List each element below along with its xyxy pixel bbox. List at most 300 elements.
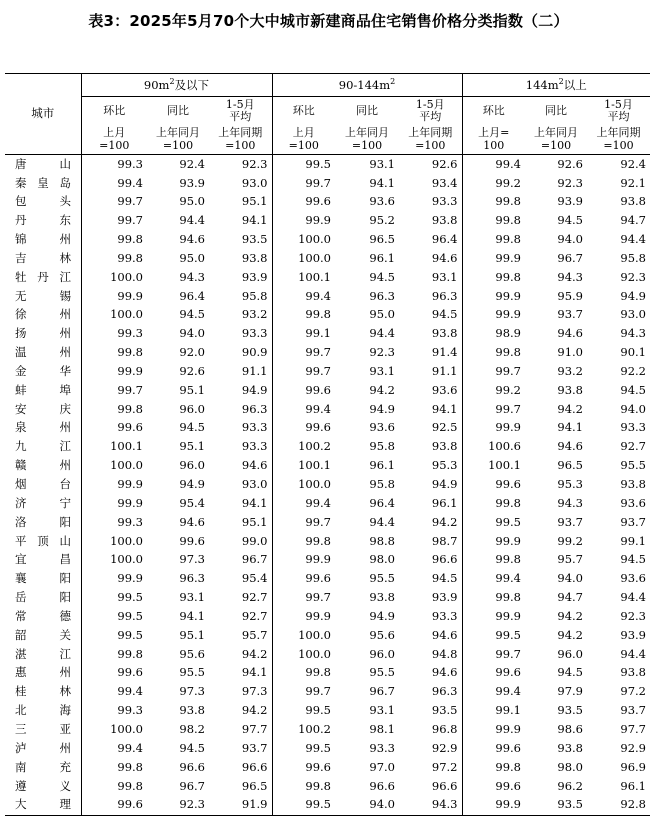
index-value: 100.1	[488, 458, 521, 473]
index-value: 99.9	[305, 608, 331, 623]
table-row	[5, 494, 650, 513]
index-value: 99.6	[495, 477, 521, 492]
city-name	[5, 513, 81, 532]
index-value: 93.2	[557, 363, 583, 378]
table-row	[5, 758, 650, 777]
index-value: 99.5	[305, 797, 331, 812]
index-value: 94.3	[179, 269, 205, 284]
table-row	[5, 796, 650, 815]
index-value: 93.2	[209, 306, 272, 325]
index-value: 95.1	[179, 627, 205, 642]
price-index-table	[5, 73, 650, 816]
index-value: 98.7	[399, 532, 462, 551]
index-value: 93.6	[620, 495, 646, 510]
index-value: 96.4	[369, 495, 395, 510]
index-value: 99.0	[209, 532, 272, 551]
index-value: 99.9	[495, 307, 521, 322]
index-value: 99.1	[620, 533, 646, 548]
index-value: 99.3	[117, 514, 143, 529]
index-value: 93.9	[179, 175, 205, 190]
index-value: 99.2	[495, 382, 521, 397]
index-value: 100.2	[298, 439, 331, 454]
index-value: 99.7	[495, 401, 521, 416]
index-value: 94.4	[620, 646, 646, 661]
index-value: 94.2	[209, 701, 272, 720]
index-value: 94.1	[369, 175, 395, 190]
index-value: 97.7	[620, 721, 646, 736]
city-name-text: 洛 阳	[15, 514, 71, 529]
city-name-text: 九 江	[15, 439, 71, 454]
index-value: 94.1	[209, 664, 272, 683]
index-value: 99.6	[305, 382, 331, 397]
city-name	[5, 626, 81, 645]
city-name	[5, 683, 81, 702]
index-value: 99.5	[495, 514, 521, 529]
index-value: 93.6	[369, 420, 395, 435]
index-value: 91.1	[209, 362, 272, 381]
city-name-text: 韶 关	[15, 627, 71, 642]
index-value: 95.3	[557, 477, 583, 492]
index-value: 94.3	[557, 495, 583, 510]
index-value: 93.7	[620, 703, 646, 718]
index-value: 100.0	[298, 232, 331, 247]
city-name-text: 宜 昌	[15, 552, 71, 567]
index-value: 93.6	[399, 381, 462, 400]
index-value: 99.6	[495, 740, 521, 755]
index-value: 95.5	[179, 665, 205, 680]
table-row	[5, 381, 650, 400]
index-value: 94.2	[209, 645, 272, 664]
index-value: 94.0	[179, 326, 205, 341]
city-name	[5, 419, 81, 438]
index-value: 95.5	[620, 458, 646, 473]
index-value: 97.2	[620, 684, 646, 699]
index-value: 92.0	[179, 345, 205, 360]
subheader-1-1: 环比	[103, 103, 126, 117]
index-value: 96.8	[399, 720, 462, 739]
index-value: 96.1	[369, 250, 395, 265]
index-value: 94.4	[179, 213, 205, 228]
city-name	[5, 475, 81, 494]
index-value: 96.1	[620, 778, 646, 793]
index-value: 99.9	[495, 288, 521, 303]
index-value: 99.9	[117, 363, 143, 378]
index-value: 92.3	[620, 608, 646, 623]
index-value: 90.1	[620, 345, 646, 360]
index-value: 93.3	[620, 420, 646, 435]
index-value: 99.6	[117, 420, 143, 435]
index-value: 99.4	[305, 495, 331, 510]
table-row	[5, 513, 650, 532]
index-value: 99.4	[305, 288, 331, 303]
city-name	[5, 362, 81, 381]
table-row	[5, 588, 650, 607]
subheader-3-3: 1-5月 平均	[604, 97, 633, 123]
index-value: 99.8	[117, 778, 143, 793]
index-value: 99.8	[495, 269, 521, 284]
index-value: 99.4	[495, 684, 521, 699]
index-value: 94.0	[557, 571, 583, 586]
index-value: 92.7	[209, 588, 272, 607]
index-value: 100.0	[298, 646, 331, 661]
index-value: 94.1	[209, 212, 272, 231]
index-value: 99.8	[305, 307, 331, 322]
index-value: 95.0	[179, 250, 205, 265]
city-name-text: 徐 州	[15, 307, 71, 322]
index-value: 93.9	[399, 588, 462, 607]
index-value: 96.3	[399, 683, 462, 702]
index-value: 99.7	[117, 382, 143, 397]
index-value: 100.0	[110, 552, 143, 567]
table-row	[5, 306, 650, 325]
index-value: 95.7	[557, 552, 583, 567]
table-row	[5, 193, 650, 212]
base-header-1-2: 上年同月 =100	[147, 124, 209, 155]
index-value: 93.8	[399, 325, 462, 344]
table-row	[5, 287, 650, 306]
index-value: 92.4	[620, 156, 646, 171]
city-name	[5, 777, 81, 796]
index-value: 99.4	[117, 684, 143, 699]
index-value: 96.6	[179, 759, 205, 774]
index-value: 96.1	[369, 458, 395, 473]
city-name-text: 常 德	[15, 608, 71, 623]
index-value: 99.8	[495, 495, 521, 510]
index-value: 100.0	[298, 477, 331, 492]
index-value: 92.3	[179, 797, 205, 812]
city-name	[5, 306, 81, 325]
city-name-text: 桂 林	[15, 684, 71, 699]
city-name-text: 扬 州	[15, 326, 71, 341]
city-name	[5, 701, 81, 720]
index-value: 93.8	[557, 740, 583, 755]
index-value: 92.2	[620, 363, 646, 378]
index-value: 95.0	[179, 194, 205, 209]
index-value: 100.0	[110, 269, 143, 284]
index-value: 93.0	[620, 307, 646, 322]
table-row	[5, 683, 650, 702]
index-value: 96.3	[209, 400, 272, 419]
index-value: 99.9	[495, 250, 521, 265]
table-title: 表3：2025年5月70个大中城市新建商品住宅销售价格分类指数（二）	[88, 12, 569, 30]
index-value: 94.6	[179, 514, 205, 529]
index-value: 93.3	[209, 419, 272, 438]
index-value: 91.0	[557, 345, 583, 360]
index-value: 99.7	[495, 646, 521, 661]
index-value: 94.6	[557, 439, 583, 454]
subheader-1-2: 同比	[167, 103, 189, 117]
city-name	[5, 551, 81, 570]
index-value: 96.0	[557, 646, 583, 661]
index-value: 93.3	[369, 740, 395, 755]
subheader-2-3: 1-5月 平均	[399, 97, 462, 125]
city-name	[5, 155, 81, 174]
index-value: 93.9	[209, 268, 272, 287]
index-value: 95.1	[209, 193, 272, 212]
table-row	[5, 419, 650, 438]
city-name	[5, 268, 81, 287]
table-row	[5, 249, 650, 268]
index-value: 94.2	[369, 382, 395, 397]
table-row	[5, 268, 650, 287]
city-name	[5, 664, 81, 683]
index-value: 92.6	[179, 363, 205, 378]
index-value: 94.6	[399, 626, 462, 645]
index-value: 96.3	[399, 287, 462, 306]
index-value: 93.1	[399, 268, 462, 287]
index-value: 100.0	[298, 250, 331, 265]
index-value: 95.8	[369, 477, 395, 492]
city-name-text: 金 华	[15, 363, 71, 378]
index-value: 99.8	[495, 590, 521, 605]
index-value: 93.6	[369, 194, 395, 209]
city-name-text: 牡 丹 江	[15, 269, 71, 284]
city-name-text: 烟 台	[15, 477, 71, 492]
table-row	[5, 701, 650, 720]
index-value: 96.2	[557, 778, 583, 793]
index-value: 92.6	[399, 155, 462, 174]
index-value: 99.8	[117, 646, 143, 661]
table-row	[5, 739, 650, 758]
table-row	[5, 475, 650, 494]
index-value: 94.4	[620, 232, 646, 247]
city-name-text: 丹 东	[15, 213, 71, 228]
city-name-text: 安 庆	[15, 401, 71, 416]
index-value: 94.9	[620, 288, 646, 303]
city-name	[5, 588, 81, 607]
index-value: 94.5	[620, 552, 646, 567]
city-name	[5, 174, 81, 193]
index-value: 95.7	[209, 626, 272, 645]
table-row	[5, 664, 650, 683]
index-value: 93.0	[209, 475, 272, 494]
index-value: 99.5	[305, 740, 331, 755]
table-row	[5, 155, 650, 174]
index-value: 95.9	[557, 288, 583, 303]
index-value: 93.1	[369, 156, 395, 171]
index-value: 96.9	[620, 759, 646, 774]
index-value: 93.5	[399, 701, 462, 720]
city-name-text: 蚌 埠	[15, 382, 71, 397]
index-value: 96.0	[179, 401, 205, 416]
index-value: 94.3	[557, 269, 583, 284]
table-row	[5, 174, 650, 193]
index-value: 92.7	[620, 439, 646, 454]
index-value: 99.5	[117, 590, 143, 605]
index-value: 99.6	[305, 571, 331, 586]
index-value: 95.4	[209, 570, 272, 589]
index-value: 94.2	[557, 627, 583, 642]
index-value: 96.5	[209, 777, 272, 796]
index-value: 93.3	[209, 325, 272, 344]
index-value: 92.3	[620, 269, 646, 284]
group-header-large: $144m^2$以上	[462, 74, 650, 97]
index-value: 93.8	[620, 194, 646, 209]
index-value: 96.0	[179, 458, 205, 473]
table-row	[5, 645, 650, 664]
city-name	[5, 739, 81, 758]
index-value: 98.8	[369, 533, 395, 548]
table-row	[5, 438, 650, 457]
table-row	[5, 607, 650, 626]
index-value: 99.2	[495, 175, 521, 190]
city-name	[5, 287, 81, 306]
index-value: 99.8	[495, 232, 521, 247]
index-value: 95.4	[179, 495, 205, 510]
table-row	[5, 362, 650, 381]
index-value: 99.6	[179, 533, 205, 548]
index-value: 99.5	[117, 608, 143, 623]
index-value: 96.1	[399, 494, 462, 513]
city-name-text: 大 理	[15, 797, 71, 812]
index-value: 99.8	[495, 194, 521, 209]
index-value: 93.1	[179, 590, 205, 605]
index-value: 97.3	[209, 683, 272, 702]
table-row	[5, 212, 650, 231]
index-value: 99.5	[117, 627, 143, 642]
index-value: 94.6	[399, 664, 462, 683]
index-value: 93.9	[620, 627, 646, 642]
index-value: 96.3	[179, 571, 205, 586]
index-value: 93.7	[557, 514, 583, 529]
index-value: 96.7	[209, 551, 272, 570]
city-name	[5, 193, 81, 212]
index-value: 99.9	[495, 721, 521, 736]
city-name-text: 泉 州	[15, 420, 71, 435]
base-header-1-3: 上年同期 =100	[209, 124, 272, 155]
subheader-1-3: 1-5月 平均	[209, 97, 272, 125]
index-value: 95.8	[209, 287, 272, 306]
group-header-medium: $90-144m^2$	[272, 74, 462, 97]
index-value: 99.2	[557, 533, 583, 548]
index-value: 99.8	[305, 778, 331, 793]
index-value: 93.8	[179, 703, 205, 718]
index-value: 93.5	[557, 797, 583, 812]
index-value: 93.3	[209, 438, 272, 457]
table-row	[5, 720, 650, 739]
index-value: 95.6	[369, 627, 395, 642]
index-value: 100.1	[110, 439, 143, 454]
index-value: 92.3	[209, 155, 272, 174]
city-name	[5, 570, 81, 589]
city-name-text: 襄 阳	[15, 571, 71, 586]
city-name	[5, 532, 81, 551]
index-value: 96.6	[399, 777, 462, 796]
index-value: 94.2	[557, 401, 583, 416]
index-value: 99.5	[305, 156, 331, 171]
index-value: 99.1	[305, 326, 331, 341]
index-value: 99.8	[495, 213, 521, 228]
index-value: 94.9	[369, 401, 395, 416]
base-header-2-1: 上月 =100	[272, 124, 335, 155]
index-value: 99.3	[117, 156, 143, 171]
index-value: 92.4	[179, 156, 205, 171]
index-value: 99.9	[117, 571, 143, 586]
index-value: 92.3	[369, 345, 395, 360]
index-value: 94.1	[557, 420, 583, 435]
city-name	[5, 400, 81, 419]
index-value: 95.6	[179, 646, 205, 661]
index-value: 99.7	[117, 194, 143, 209]
index-value: 100.0	[298, 627, 331, 642]
index-value: 92.7	[209, 607, 272, 626]
index-value: 97.3	[179, 552, 205, 567]
index-value: 99.3	[117, 703, 143, 718]
index-value: 99.9	[117, 495, 143, 510]
index-value: 94.3	[620, 326, 646, 341]
index-value: 99.6	[305, 759, 331, 774]
index-value: 99.8	[495, 345, 521, 360]
city-name	[5, 212, 81, 231]
table-row	[5, 457, 650, 476]
index-value: 92.3	[557, 175, 583, 190]
index-value: 94.5	[399, 570, 462, 589]
index-value: 96.4	[399, 230, 462, 249]
index-value: 93.8	[557, 382, 583, 397]
index-value: 93.4	[399, 174, 462, 193]
index-value: 96.5	[557, 458, 583, 473]
city-name	[5, 325, 81, 344]
index-value: 99.5	[305, 703, 331, 718]
index-value: 98.6	[557, 721, 583, 736]
city-name-text: 温 州	[15, 345, 71, 360]
index-value: 94.2	[557, 608, 583, 623]
index-value: 94.6	[399, 249, 462, 268]
index-value: 99.8	[117, 232, 143, 247]
city-name-text: 湛 江	[15, 646, 71, 661]
index-value: 99.8	[117, 250, 143, 265]
index-value: 97.7	[209, 720, 272, 739]
city-name-text: 南 充	[15, 759, 71, 774]
city-name	[5, 249, 81, 268]
index-value: 93.5	[209, 230, 272, 249]
index-value: 96.4	[179, 288, 205, 303]
index-value: 100.1	[298, 458, 331, 473]
city-name-text: 三 亚	[15, 721, 71, 736]
city-name	[5, 230, 81, 249]
city-name	[5, 381, 81, 400]
city-name-text: 惠 州	[15, 665, 71, 680]
index-value: 96.6	[369, 778, 395, 793]
index-value: 94.8	[399, 645, 462, 664]
index-value: 99.9	[495, 608, 521, 623]
index-value: 99.3	[117, 326, 143, 341]
index-value: 99.6	[117, 665, 143, 680]
table-row	[5, 400, 650, 419]
index-value: 94.0	[369, 797, 395, 812]
index-value: 99.6	[117, 797, 143, 812]
index-value: 93.8	[399, 212, 462, 231]
index-value: 93.3	[399, 607, 462, 626]
index-value: 94.6	[557, 326, 583, 341]
index-value: 95.3	[399, 457, 462, 476]
index-value: 92.9	[620, 740, 646, 755]
index-value: 99.7	[305, 345, 331, 360]
index-value: 93.1	[369, 703, 395, 718]
index-value: 99.8	[117, 345, 143, 360]
index-value: 94.0	[557, 232, 583, 247]
city-name-text: 泸 州	[15, 740, 71, 755]
index-value: 99.9	[305, 213, 331, 228]
base-header-3-1: 上月= 100	[462, 124, 525, 155]
subheader-3-1: 环比	[482, 103, 505, 117]
city-name	[5, 438, 81, 457]
index-value: 94.9	[369, 608, 395, 623]
index-value: 93.9	[557, 194, 583, 209]
index-value: 94.9	[179, 477, 205, 492]
index-value: 99.7	[305, 590, 331, 605]
index-value: 99.8	[495, 759, 521, 774]
